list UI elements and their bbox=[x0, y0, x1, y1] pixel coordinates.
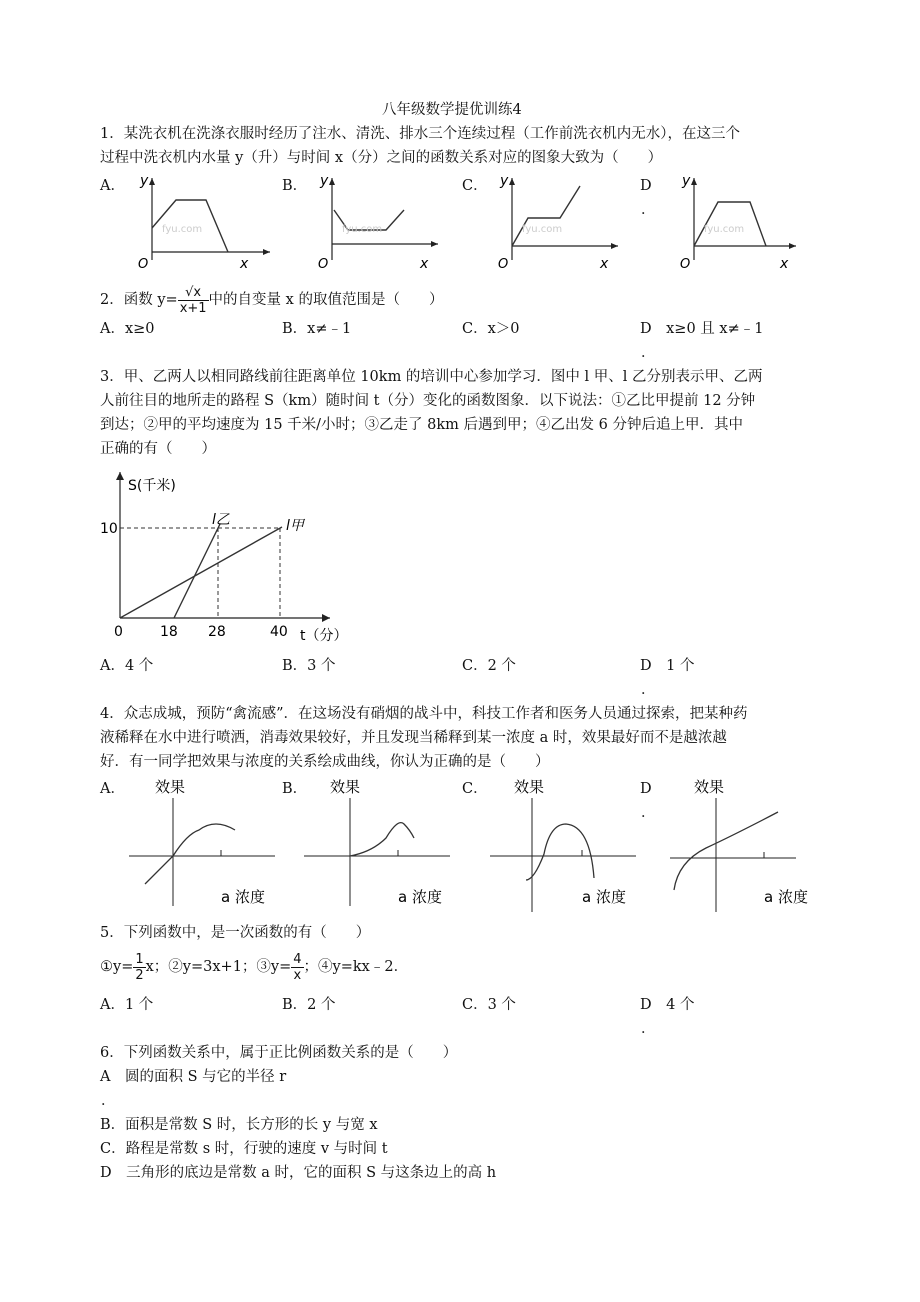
q5-stem: 5．下列函数中，是一次函数的有（ ） bbox=[100, 925, 371, 941]
q3-stem-line2: 人前往目的地所走的路程 S（km）随时间 t（分）变化的函数图象．以下说法：①乙比甲提前 12 分钟 bbox=[100, 393, 756, 409]
q1-option-d-dot: ． bbox=[641, 202, 656, 218]
q6-option-d: D 三角形的底边是常数 a 时，它的面积 S 与这条边上的高 h bbox=[100, 1165, 497, 1181]
q1c-x-label: x bbox=[600, 256, 609, 270]
q4d-effect-label: 效果 bbox=[694, 778, 725, 796]
q3-graph bbox=[96, 466, 366, 646]
q2-option-a: A．x≥0 bbox=[100, 321, 155, 337]
q5-f2: x；②y=3x+1；③y= bbox=[145, 959, 292, 975]
q4a-effect-label: 效果 bbox=[155, 778, 186, 796]
q6-option-a: A 圆的面积 S 与它的半径 r bbox=[100, 1069, 287, 1085]
q5-option-a: A．1 个 bbox=[100, 997, 154, 1013]
q4-option-b-label: B． bbox=[282, 781, 308, 797]
q3-ytick-10: 10 bbox=[100, 521, 118, 537]
q4-option-d-dot: ． bbox=[641, 805, 656, 821]
q1-graph-c bbox=[480, 170, 640, 270]
q1-graph-a bbox=[120, 170, 280, 270]
q2-option-d: D x≥0 且 x≠﹣1 bbox=[640, 321, 764, 337]
watermark: fyu.com bbox=[162, 224, 203, 235]
q3-stem-line1: 3．甲、乙两人以相同路线前往距离单位 10km 的培训中心参加学习．图中 l 甲、l 乙分别表示甲、乙两 bbox=[100, 369, 763, 385]
q5-functions bbox=[100, 948, 408, 986]
q3-line-jia-label: l甲 bbox=[286, 518, 304, 534]
q4-graph-a bbox=[125, 772, 285, 912]
q6-option-a-dot: ． bbox=[101, 1093, 116, 1109]
q2-suffix: 中的自变量 x 的取值范围是（ ） bbox=[208, 292, 444, 308]
q1c-y-label: y bbox=[500, 173, 509, 189]
page-title: 八年级数学提优训练4 bbox=[382, 102, 522, 118]
q5-option-d: D 4 个 bbox=[640, 997, 695, 1013]
q4-graph-d bbox=[666, 772, 826, 912]
q3-xtick-28: 28 bbox=[208, 624, 226, 640]
q4a-conc-label: a 浓度 bbox=[221, 888, 265, 906]
q4b-effect-label: 效果 bbox=[330, 778, 361, 796]
q3-stem-line3: 到达；②甲的平均速度为 15 千米/小时；③乙走了 8km 后遇到甲；④乙出发 6 分钟后追上甲．其中 bbox=[100, 417, 743, 433]
q1b-origin: O bbox=[318, 257, 329, 270]
q4-graph-b bbox=[300, 772, 460, 912]
watermark: fyu.com bbox=[704, 224, 745, 235]
q1a-x-label: x bbox=[240, 256, 249, 270]
q4c-effect-label: 效果 bbox=[514, 778, 545, 796]
q3-stem-line4: 正确的有（ ） bbox=[100, 441, 216, 457]
q3-x-label: t（分） bbox=[300, 628, 348, 644]
q4-stem-line3: 好．有一同学把效果与浓度的关系绘成曲线，你认为正确的是（ ） bbox=[100, 754, 550, 770]
q1-option-c-label: C． bbox=[462, 178, 488, 194]
q1d-origin: O bbox=[680, 257, 691, 270]
q1-graph-d bbox=[662, 170, 802, 270]
q5-option-b: B．2 个 bbox=[282, 997, 336, 1013]
q6-option-b: B．面积是常数 S 时，长方形的长 y 与宽 x bbox=[100, 1117, 378, 1133]
q5-f1-fraction bbox=[133, 952, 145, 983]
q4-stem-line1: 4．众志成城，预防“禽流感”．在这场没有硝烟的战斗中，科技工作者和医务人员通过探索，把某种药 bbox=[100, 706, 748, 722]
q1d-y-label: y bbox=[682, 173, 691, 189]
q5-f3-num: 4 bbox=[293, 951, 302, 967]
q4b-conc-label: a 浓度 bbox=[398, 888, 442, 906]
q2-denominator: x+1 bbox=[179, 300, 207, 316]
q5-f1-den: 2 bbox=[135, 967, 144, 983]
q3-xtick-40: 40 bbox=[270, 624, 288, 640]
q5-f3-den: x bbox=[293, 967, 302, 983]
q2-prefix: 2．函数 y= bbox=[100, 292, 178, 308]
q1b-x-label: x bbox=[420, 256, 429, 270]
q1-option-d-label: D bbox=[640, 178, 652, 194]
q2-stem bbox=[100, 282, 443, 318]
q3-line-yi-label: l乙 bbox=[212, 512, 230, 528]
q1-graph-b bbox=[300, 170, 460, 270]
q5-f4: ；④y=kx﹣2． bbox=[303, 959, 409, 975]
q1a-y-label: y bbox=[140, 173, 149, 189]
q4-graph-c bbox=[486, 772, 646, 912]
q5-option-c: C．3 个 bbox=[462, 997, 516, 1013]
q4-option-d-label: D bbox=[640, 781, 652, 797]
q3-xtick-0: 0 bbox=[114, 624, 123, 640]
q4-option-a-label: A． bbox=[100, 781, 125, 797]
q6-stem: 6．下列函数关系中，属于正比例函数关系的是（ ） bbox=[100, 1045, 458, 1061]
watermark: fyu.com bbox=[342, 224, 383, 235]
q3-option-d: D 1 个 bbox=[640, 658, 695, 674]
q5-f1-num: 1 bbox=[135, 951, 144, 967]
q2-numerator: √x bbox=[185, 284, 202, 300]
q1-stem-line2: 过程中洗衣机内水量 y（升）与时间 x（分）之间的函数关系对应的图象大致为（ ） bbox=[100, 150, 663, 166]
q4-stem-line2: 液稀释在水中进行喷洒，消毒效果较好，并且发现当稀释到某一浓度 a 时，效果最好而不是越浓越 bbox=[100, 730, 727, 746]
q1-option-a-label: A． bbox=[100, 178, 125, 194]
q1-stem-line1: 1．某洗衣机在洗涤衣服时经历了注水、清洗、排水三个连续过程（工作前洗衣机内无水），在这三个 bbox=[100, 126, 740, 142]
q5-option-d-dot: ． bbox=[641, 1021, 656, 1037]
q5-f1-prefix: ①y= bbox=[100, 959, 134, 975]
q2-option-d-dot: ． bbox=[641, 345, 656, 361]
q1b-y-label: y bbox=[320, 173, 329, 189]
watermark: fyu.com bbox=[522, 224, 563, 235]
q3-option-d-dot: ． bbox=[641, 682, 656, 698]
q1d-x-label: x bbox=[780, 256, 789, 270]
q3-y-label: S(千米) bbox=[128, 478, 176, 494]
q6-option-c: C．路程是常数 s 时，行驶的速度 v 与时间 t bbox=[100, 1141, 388, 1157]
q2-option-b: B．x≠﹣1 bbox=[282, 321, 352, 337]
q3-option-b: B．3 个 bbox=[282, 658, 336, 674]
q4c-conc-label: a 浓度 bbox=[582, 888, 626, 906]
q3-xtick-18: 18 bbox=[160, 624, 178, 640]
q3-option-a: A．4 个 bbox=[100, 658, 154, 674]
q1c-origin: O bbox=[498, 257, 509, 270]
q5-f3-fraction bbox=[291, 952, 303, 983]
q4-option-c-label: C． bbox=[462, 781, 488, 797]
q4d-conc-label: a 浓度 bbox=[764, 888, 808, 906]
q2-option-c: C．x＞0 bbox=[462, 321, 520, 337]
q1-option-b-label: B． bbox=[282, 178, 308, 194]
q3-option-c: C．2 个 bbox=[462, 658, 516, 674]
q1a-origin: O bbox=[138, 257, 149, 270]
q2-fraction bbox=[178, 285, 209, 316]
